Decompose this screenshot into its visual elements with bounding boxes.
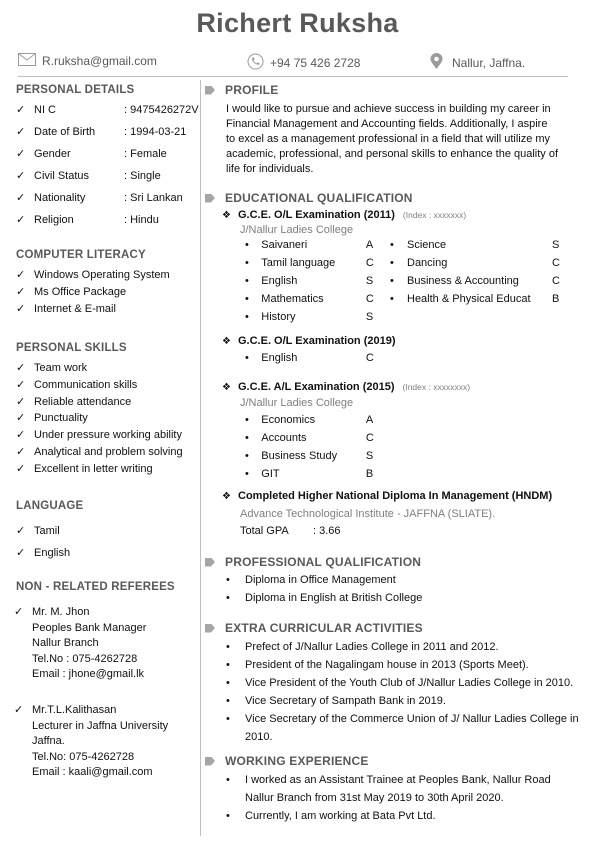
- detail-row: ✓ Religion : Hindu: [16, 209, 201, 231]
- contact-location: [430, 53, 525, 73]
- hndm-title: ❖ Completed Higher National Diploma In Management (HNDM): [222, 490, 553, 502]
- subject-row: • Business & Accounting C: [390, 272, 565, 290]
- bullet: •: [245, 275, 249, 287]
- bullet: •: [226, 574, 230, 586]
- bullet: •: [226, 641, 230, 653]
- candidate-name: Richert Ruksha: [196, 8, 399, 38]
- diamond-bullet-icon: ❖: [222, 381, 231, 393]
- personal-details-heading: PERSONAL DETAILS: [16, 84, 135, 96]
- diamond-bullet-icon: ❖: [222, 490, 231, 502]
- subject-row: • Business Study S: [245, 447, 385, 465]
- subject-row: • Science S: [390, 236, 565, 254]
- gpa-row: Total GPA : 3.66: [240, 525, 341, 537]
- contact-phone: [247, 53, 360, 73]
- envelope-icon: [18, 53, 36, 69]
- bullet: •: [245, 352, 249, 364]
- detail-row: ✓ Nationality : Sri Lankan: [16, 187, 201, 209]
- exam-ol-2011-title: ❖ G.C.E. O/L Examination (2011) (Index : xxxxxxx): [222, 209, 467, 221]
- extra-curricular-heading: EXTRA CURRICULAR ACTIVITIES: [205, 621, 423, 635]
- education-heading: EDUCATIONAL QUALIFICATION: [205, 191, 413, 205]
- check-icon: ✓: [16, 525, 26, 537]
- list-item: • Vice Secretary of Sampath Bank in 2019.: [226, 692, 591, 710]
- list-item: • President of the Nagalingam house in 2013 (Sports Meet).: [226, 656, 591, 674]
- language-heading: LANGUAGE: [16, 500, 84, 512]
- check-icon: ✓: [16, 395, 26, 408]
- check-icon: ✓: [16, 547, 26, 559]
- check-icon: ✓: [16, 362, 26, 374]
- check-icon: ✓: [16, 269, 26, 281]
- subject-row: • Dancing C: [390, 254, 565, 272]
- list-item: • Diploma in Office Management: [226, 571, 586, 589]
- phone-text: +94 75 426 2728: [270, 56, 361, 70]
- check-icon: ✓: [16, 192, 26, 204]
- computer-literacy-heading: COMPUTER LITERACY: [16, 249, 146, 261]
- working-experience-heading: WORKING EXPERIENCE: [205, 754, 369, 768]
- profile-text: I would like to pursue and achieve success in building my career in Financial Management and Accounting fields. Additionally, I aspire to excel as a management professional in a field that will utilize my academic, professional, and personal skills to enhance the quality of life for individuals.: [226, 103, 559, 175]
- ol-2019-subjects: [245, 349, 385, 367]
- list-item: • Vice Secretary of the Commerce Union of J/ Nallur Ladies College in 2010.: [226, 710, 591, 746]
- list-item: ✓ Ms Office Package: [16, 284, 201, 301]
- detail-row: ✓ Gender : Female: [16, 143, 201, 165]
- subject-row: • GIT B: [245, 465, 385, 483]
- bullet: •: [245, 468, 249, 480]
- list-item: ✓ Tamil: [16, 520, 201, 542]
- referee-block: ✓ Mr.T.L.Kalithasan Lecturer in Jaffna University Jaffna. Tel.No: 075-4262728 Email : kaali@gmail.com: [14, 703, 199, 781]
- exam-al-2015-title: ❖ G.C.E. A/L Examination (2015) (Index : xxxxxxxx): [222, 381, 471, 393]
- bullet: •: [245, 432, 249, 444]
- subject-row: • English S: [245, 272, 385, 290]
- list-item: ✓ English: [16, 542, 201, 564]
- check-icon: ✓: [16, 285, 26, 298]
- bullet: •: [226, 774, 230, 786]
- section-arrow-icon: [205, 86, 215, 95]
- check-icon: ✓: [16, 148, 26, 160]
- referees-heading: NON - RELATED REFEREES: [16, 581, 175, 593]
- bullet: •: [390, 257, 394, 269]
- check-icon: ✓: [16, 378, 26, 391]
- institute-name: Advance Technological Institute - JAFFNA (SLIATE).: [240, 508, 496, 520]
- bullet: •: [245, 414, 249, 426]
- bullet: •: [226, 713, 230, 725]
- bullet: •: [245, 239, 249, 251]
- location-text: Nallur, Jaffna.: [452, 56, 526, 70]
- referee-block: ✓ Mr. M. Jhon Peoples Bank Manager Nallur Branch Tel.No : 075-4262728 Email : jhone@gmail.lk: [14, 605, 199, 683]
- check-icon: ✓: [16, 445, 26, 458]
- section-arrow-icon: [205, 194, 215, 203]
- check-icon: ✓: [16, 429, 26, 442]
- header-divider: [18, 76, 568, 77]
- bullet: •: [226, 810, 230, 822]
- bullet: •: [245, 293, 249, 305]
- school-name: J/Nallur Ladies College: [240, 224, 354, 236]
- bullet: •: [390, 275, 394, 287]
- list-item: • I worked as an Assistant Trainee at Peoples Bank, Nallur Road Nallur Branch from 31st May 2019 to 30th April 2020.: [226, 771, 586, 807]
- computer-literacy-list: [16, 267, 201, 317]
- list-item: ✓ Reliable attendance: [16, 394, 201, 411]
- diamond-bullet-icon: ❖: [222, 335, 231, 347]
- school-name: J/Nallur Ladies College: [240, 397, 354, 409]
- subject-row: • Tamil language C: [245, 254, 385, 272]
- ol-2011-subjects-right: [390, 236, 565, 308]
- list-item: • Prefect of J/Nallur Ladies College in 2011 and 2012.: [226, 638, 591, 656]
- contact-email: [18, 53, 157, 69]
- check-icon: ✓: [16, 214, 26, 226]
- detail-row: ✓ Civil Status : Single: [16, 165, 201, 187]
- professional-list: [226, 571, 586, 607]
- subject-row: • Economics A: [245, 411, 385, 429]
- list-item: ✓ Windows Operating System: [16, 267, 201, 284]
- list-item: • Currently, I am working at Bata Pvt Ltd.: [226, 807, 586, 825]
- bullet: •: [390, 239, 394, 251]
- bullet: •: [226, 592, 230, 604]
- personal-skills-heading: PERSONAL SKILLS: [16, 342, 127, 354]
- check-icon: ✓: [14, 606, 24, 618]
- check-icon: ✓: [16, 412, 26, 425]
- section-arrow-icon: [205, 757, 215, 766]
- subject-row: • Saivaneri A: [245, 236, 385, 254]
- bullet: •: [226, 659, 230, 671]
- personal-details-list: [16, 99, 201, 231]
- diamond-bullet-icon: ❖: [222, 209, 231, 221]
- exam-ol-2019-title: ❖ G.C.E. O/L Examination (2019): [222, 335, 396, 347]
- bullet: •: [226, 677, 230, 689]
- list-item: ✓ Analytical and problem solving: [16, 444, 201, 461]
- list-item: • Vice President of the Youth Club of J/Nallur Ladies College in 2010.: [226, 674, 591, 692]
- check-icon: ✓: [16, 170, 26, 182]
- phone-icon: [247, 53, 264, 73]
- section-arrow-icon: [205, 624, 215, 633]
- subject-row: • Mathematics C: [245, 290, 385, 308]
- subject-row: • Health & Physical Educat B: [390, 290, 565, 308]
- personal-skills-list: [16, 360, 201, 478]
- email-text: R.ruksha@gmail.com: [42, 54, 157, 68]
- list-item: ✓ Under pressure working ability: [16, 427, 201, 444]
- profile-heading: PROFILE: [205, 83, 278, 97]
- working-experience-list: [226, 771, 586, 825]
- list-item: ✓ Communication skills: [16, 377, 201, 394]
- detail-row: ✓ Date of Birth : 1994-03-21: [16, 121, 201, 143]
- check-icon: ✓: [16, 462, 26, 475]
- list-item: • Diploma in English at British College: [226, 589, 586, 607]
- subject-row: • English C: [245, 349, 385, 367]
- bullet: •: [245, 450, 249, 462]
- bullet: •: [245, 311, 249, 323]
- check-icon: ✓: [14, 704, 24, 716]
- check-icon: ✓: [16, 126, 26, 138]
- language-list: [16, 520, 201, 564]
- ol-2011-subjects-left: [245, 236, 385, 326]
- subject-row: • Accounts C: [245, 429, 385, 447]
- al-2015-subjects: [245, 411, 385, 483]
- extra-curricular-list: [226, 638, 591, 746]
- list-item: ✓ Internet & E-mail: [16, 301, 201, 318]
- bullet: •: [226, 695, 230, 707]
- bullet: •: [245, 257, 249, 269]
- list-item: ✓ Team work: [16, 360, 201, 377]
- detail-row: ✓ NI C : 9475426272V: [16, 99, 201, 121]
- section-arrow-icon: [205, 558, 215, 567]
- list-item: ✓ Excellent in letter writing: [16, 461, 201, 478]
- list-item: ✓ Punctuality: [16, 410, 201, 427]
- subject-row: • History S: [245, 308, 385, 326]
- check-icon: ✓: [16, 104, 26, 116]
- bullet: •: [390, 293, 394, 305]
- professional-heading: PROFESSIONAL QUALIFICATION: [205, 555, 421, 569]
- check-icon: ✓: [16, 302, 26, 315]
- map-pin-icon: [430, 53, 443, 73]
